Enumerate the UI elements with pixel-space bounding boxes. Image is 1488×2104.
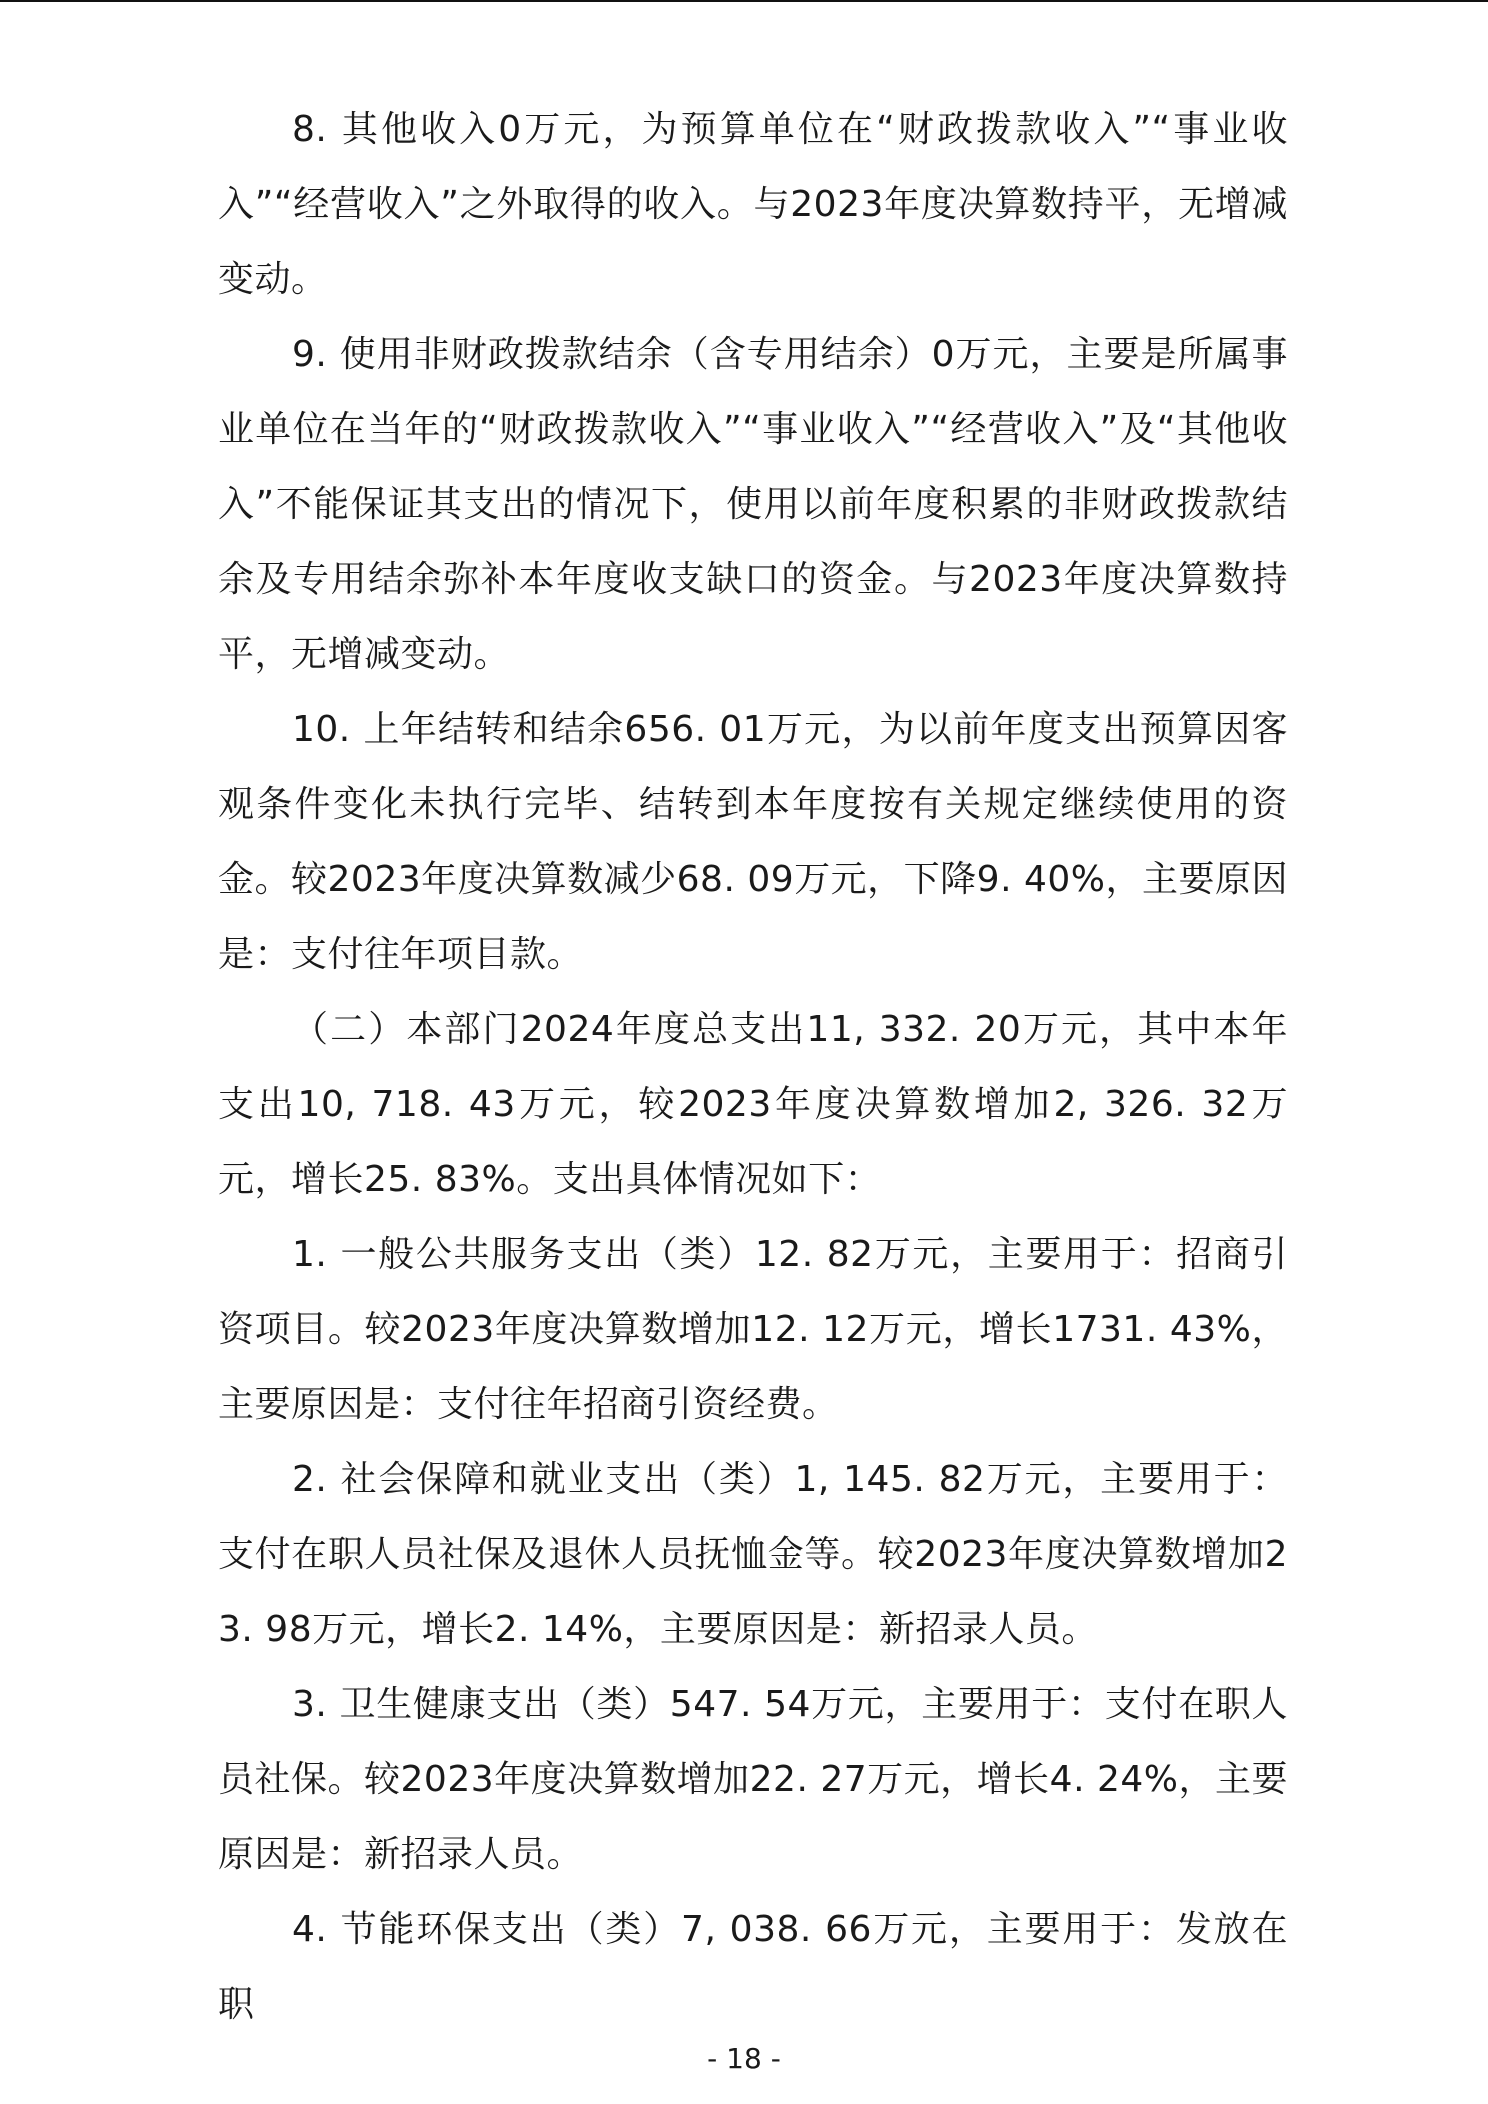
paragraph-prior-year-carryover: 10. 上年结转和结余656. 01万元，为以前年度支出预算因客观条件变化未执行完毕、结转到本年度按有关规定继续使用的资金。较2023年度决算数减少68. 09万元，下降9. 40%，主要原因是：支付往年项目款。	[218, 709, 1288, 975]
paragraph-total-expenditure: （二）本部门2024年度总支出11, 332. 20万元，其中本年支出10, 718. 43万元，较2023年度决算数增加2, 326. 32万元，增长25. 83%。支出具体情况如下：	[218, 1009, 1288, 1200]
paragraph-other-income: 8. 其他收入0万元，为预算单位在“财政拨款收入”“事业收入”“经营收入”之外取得的收入。与2023年度决算数持平，无增减变动。	[218, 109, 1288, 300]
paragraph-health: 3. 卫生健康支出（类）547. 54万元，主要用于：支付在职人员社保。较2023年度决算数增加22. 27万元，增长4. 24%，主要原因是：新招录人员。	[218, 1684, 1288, 1875]
paragraph-environmental: 4. 节能环保支出（类）7, 038. 66万元，主要用于：发放在职	[218, 1909, 1288, 2025]
paragraph-general-public-services: 1. 一般公共服务支出（类）12. 82万元，主要用于：招商引资项目。较2023年度决算数增加12. 12万元，增长1731. 43%，主要原因是：支付往年招商引资经费。	[218, 1234, 1288, 1425]
paragraph-non-fiscal-balance: 9. 使用非财政拨款结余（含专用结余）0万元，主要是所属事业单位在当年的“财政拨款收入”“事业收入”“经营收入”及“其他收入”不能保证其支出的情况下，使用以前年度积累的非财政拨款结余及专用结余弥补本年度收支缺口的资金。与2023年度决算数持平，无增减变动。	[218, 334, 1288, 675]
page-number: - 18 -	[707, 2042, 781, 2075]
top-border-line	[0, 0, 1488, 2]
paragraph-social-security: 2. 社会保障和就业支出（类）1, 145. 82万元，主要用于：支付在职人员社保及退休人员抚恤金等。较2023年度决算数增加23. 98万元，增长2. 14%，主要原因是：新招录人员。	[218, 1459, 1288, 1650]
document-body	[218, 92, 1288, 2042]
